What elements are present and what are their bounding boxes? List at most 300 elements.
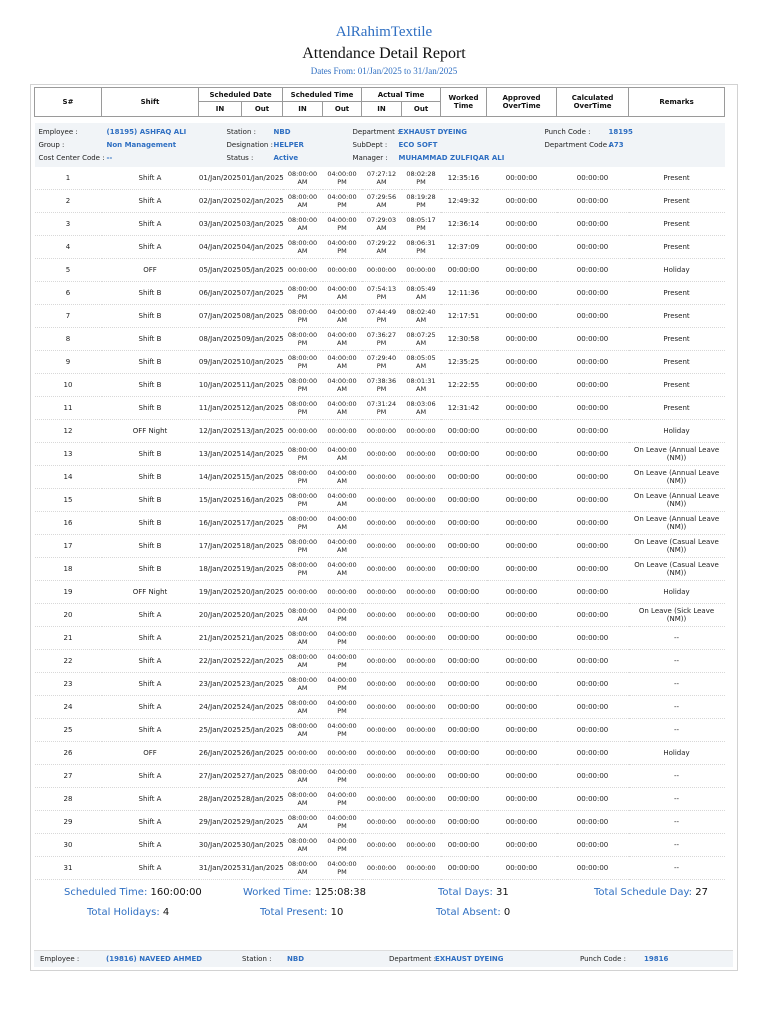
cell-shift: Shift A [102, 811, 199, 834]
table-row [35, 282, 725, 305]
cell-calculated-overtime: 00:00:00 [557, 558, 629, 581]
cell-approved-overtime: 00:00:00 [487, 305, 557, 328]
cell-actual-time-out: 00:00:00 [402, 489, 441, 512]
cell-actual-time-out: 00:00:00 [402, 765, 441, 788]
manager-value: MUHAMMAD ZULFIQAR ALI [398, 154, 505, 162]
cell-worked-time: 12:37:09 [441, 236, 487, 259]
cell-scheduled-date-in: 05/Jan/2025 [199, 259, 242, 282]
cell-scheduled-time-out: 04:00:00 PM [323, 190, 362, 213]
punch-code2-label: Punch Code : [580, 955, 626, 963]
table-row [35, 489, 725, 512]
cell-sno: 25 [35, 719, 102, 742]
cell-calculated-overtime: 00:00:00 [557, 489, 629, 512]
cell-actual-time-out: 00:00:00 [402, 512, 441, 535]
cell-actual-time-in: 00:00:00 [362, 535, 402, 558]
cell-scheduled-date-in: 25/Jan/2025 [199, 719, 242, 742]
punch-code2-value: 19816 [644, 955, 669, 963]
cell-actual-time-out: 00:00:00 [402, 834, 441, 857]
cell-shift: Shift A [102, 236, 199, 259]
cell-scheduled-date-in: 14/Jan/2025 [199, 466, 242, 489]
department-label: Department : [352, 128, 400, 136]
cell-scheduled-time-out: 04:00:00 PM [323, 834, 362, 857]
cell-remarks: -- [629, 765, 725, 788]
cell-scheduled-time-out: 04:00:00 AM [323, 374, 362, 397]
cell-remarks: -- [629, 650, 725, 673]
cell-sno: 5 [35, 259, 102, 282]
cell-calculated-overtime: 00:00:00 [557, 535, 629, 558]
table-row [35, 627, 725, 650]
cell-scheduled-date-out: 24/Jan/2025 [242, 696, 283, 719]
cell-scheduled-date-out: 02/Jan/2025 [242, 190, 283, 213]
cell-sno: 8 [35, 328, 102, 351]
cell-scheduled-time-in: 08:00:00 AM [283, 650, 323, 673]
cell-approved-overtime: 00:00:00 [487, 581, 557, 604]
header-scheduled-date: Scheduled Date [199, 88, 283, 102]
cell-approved-overtime: 00:00:00 [487, 788, 557, 811]
cell-calculated-overtime: 00:00:00 [557, 328, 629, 351]
cell-actual-time-in: 00:00:00 [362, 489, 402, 512]
cell-worked-time: 00:00:00 [441, 604, 487, 627]
cell-scheduled-date-in: 21/Jan/2025 [199, 627, 242, 650]
designation-label: Designation : [226, 141, 273, 149]
summary-panel [30, 884, 736, 924]
cell-scheduled-time-out: 04:00:00 PM [323, 604, 362, 627]
cell-scheduled-date-out: 01/Jan/2025 [242, 167, 283, 190]
cell-scheduled-date-out: 28/Jan/2025 [242, 788, 283, 811]
cell-approved-overtime: 00:00:00 [487, 282, 557, 305]
cell-scheduled-time-in: 08:00:00 AM [283, 765, 323, 788]
next-employee-panel [34, 950, 733, 967]
cell-scheduled-date-in: 11/Jan/2025 [199, 397, 242, 420]
cell-scheduled-time-in: 08:00:00 PM [283, 328, 323, 351]
cell-scheduled-date-out: 23/Jan/2025 [242, 673, 283, 696]
table-row [35, 535, 725, 558]
cell-scheduled-date-out: 21/Jan/2025 [242, 627, 283, 650]
cell-scheduled-date-in: 22/Jan/2025 [199, 650, 242, 673]
cell-actual-time-in: 00:00:00 [362, 788, 402, 811]
cell-scheduled-time-out: 04:00:00 AM [323, 282, 362, 305]
cell-shift: Shift B [102, 374, 199, 397]
attendance-table [34, 87, 725, 880]
cell-remarks: Present [629, 328, 725, 351]
station-label: Station : [226, 128, 256, 136]
cell-scheduled-time-in: 08:00:00 PM [283, 282, 323, 305]
cell-shift: Shift B [102, 466, 199, 489]
cell-scheduled-time-out: 04:00:00 PM [323, 788, 362, 811]
cell-scheduled-time-in: 08:00:00 AM [283, 167, 323, 190]
summary-total-schedule-day: Total Schedule Day: 27 [594, 887, 708, 898]
cell-scheduled-date-out: 12/Jan/2025 [242, 397, 283, 420]
cell-shift: OFF [102, 742, 199, 765]
cell-scheduled-time-in: 08:00:00 AM [283, 719, 323, 742]
cell-actual-time-out: 00:00:00 [402, 443, 441, 466]
cell-approved-overtime: 00:00:00 [487, 696, 557, 719]
cell-shift: Shift A [102, 696, 199, 719]
cell-scheduled-date-in: 24/Jan/2025 [199, 696, 242, 719]
cell-worked-time: 00:00:00 [441, 259, 487, 282]
cell-actual-time-in: 00:00:00 [362, 765, 402, 788]
cell-remarks: On Leave (Casual Leave (NM)) [629, 535, 725, 558]
department-code-label: Department Code : [544, 141, 612, 149]
cell-scheduled-time-out: 04:00:00 AM [323, 558, 362, 581]
cell-sno: 2 [35, 190, 102, 213]
cell-scheduled-date-in: 29/Jan/2025 [199, 811, 242, 834]
cell-actual-time-in: 00:00:00 [362, 558, 402, 581]
cell-shift: Shift B [102, 489, 199, 512]
cell-sno: 6 [35, 282, 102, 305]
cell-approved-overtime: 00:00:00 [487, 351, 557, 374]
cell-scheduled-time-out: 04:00:00 AM [323, 443, 362, 466]
table-row [35, 788, 725, 811]
cell-shift: Shift B [102, 443, 199, 466]
cell-shift: Shift A [102, 190, 199, 213]
cell-calculated-overtime: 00:00:00 [557, 834, 629, 857]
table-row [35, 558, 725, 581]
cell-scheduled-date-out: 13/Jan/2025 [242, 420, 283, 443]
employee-info-panel [35, 123, 725, 167]
cell-actual-time-in: 07:27:12 AM [362, 167, 402, 190]
company-name: AlRahimTextile [335, 24, 433, 40]
cell-calculated-overtime: 00:00:00 [557, 397, 629, 420]
table-row [35, 604, 725, 627]
cell-worked-time: 00:00:00 [441, 535, 487, 558]
cell-calculated-overtime: 00:00:00 [557, 696, 629, 719]
cell-scheduled-time-out: 04:00:00 PM [323, 811, 362, 834]
header-worked-time: Worked Time [441, 88, 487, 117]
cell-scheduled-date-in: 07/Jan/2025 [199, 305, 242, 328]
cell-scheduled-date-in: 27/Jan/2025 [199, 765, 242, 788]
cell-actual-time-in: 00:00:00 [362, 673, 402, 696]
cell-approved-overtime: 00:00:00 [487, 650, 557, 673]
cell-calculated-overtime: 00:00:00 [557, 374, 629, 397]
cell-remarks: -- [629, 627, 725, 650]
cell-scheduled-date-out: 14/Jan/2025 [242, 443, 283, 466]
cell-worked-time: 12:35:25 [441, 351, 487, 374]
header-actual-time-out: Out [402, 102, 441, 117]
cell-scheduled-date-in: 20/Jan/2025 [199, 604, 242, 627]
cell-sno: 3 [35, 213, 102, 236]
cell-scheduled-time-in: 08:00:00 AM [283, 213, 323, 236]
cell-worked-time: 00:00:00 [441, 558, 487, 581]
cell-scheduled-time-in: 08:00:00 PM [283, 397, 323, 420]
cell-remarks: Holiday [629, 742, 725, 765]
cell-scheduled-time-out: 04:00:00 PM [323, 627, 362, 650]
cell-worked-time: 12:17:51 [441, 305, 487, 328]
cell-scheduled-date-in: 30/Jan/2025 [199, 834, 242, 857]
department2-value: EXHAUST DYEING [435, 955, 504, 963]
cell-actual-time-out: 08:07:25 AM [402, 328, 441, 351]
group-value: Non Management [106, 141, 177, 149]
cell-calculated-overtime: 00:00:00 [557, 236, 629, 259]
cell-scheduled-date-out: 30/Jan/2025 [242, 834, 283, 857]
cell-remarks: On Leave (Annual Leave (NM)) [629, 466, 725, 489]
cell-actual-time-in: 07:29:22 AM [362, 236, 402, 259]
cell-worked-time: 00:00:00 [441, 512, 487, 535]
cell-remarks: Present [629, 167, 725, 190]
designation-value: HELPER [273, 141, 304, 149]
cell-calculated-overtime: 00:00:00 [557, 420, 629, 443]
cell-sno: 31 [35, 857, 102, 880]
cell-shift: OFF Night [102, 581, 199, 604]
table-row [35, 466, 725, 489]
cell-remarks: -- [629, 696, 725, 719]
cell-approved-overtime: 00:00:00 [487, 443, 557, 466]
cell-worked-time: 00:00:00 [441, 466, 487, 489]
cell-worked-time: 00:00:00 [441, 719, 487, 742]
cell-remarks: On Leave (Annual Leave (NM)) [629, 443, 725, 466]
cell-actual-time-in: 00:00:00 [362, 443, 402, 466]
cell-scheduled-time-out: 00:00:00 [323, 420, 362, 443]
cell-scheduled-time-in: 08:00:00 PM [283, 489, 323, 512]
cell-actual-time-out: 08:05:17 PM [402, 213, 441, 236]
cell-scheduled-time-out: 04:00:00 PM [323, 857, 362, 880]
cell-actual-time-out: 08:02:40 AM [402, 305, 441, 328]
cell-scheduled-date-out: 25/Jan/2025 [242, 719, 283, 742]
table-row [35, 213, 725, 236]
cell-shift: OFF Night [102, 420, 199, 443]
cell-actual-time-in: 00:00:00 [362, 650, 402, 673]
cell-worked-time: 12:11:36 [441, 282, 487, 305]
cell-remarks: -- [629, 857, 725, 880]
cell-approved-overtime: 00:00:00 [487, 466, 557, 489]
cell-scheduled-time-in: 08:00:00 PM [283, 374, 323, 397]
cell-sno: 26 [35, 742, 102, 765]
cell-worked-time: 12:35:16 [441, 167, 487, 190]
cell-scheduled-date-out: 04/Jan/2025 [242, 236, 283, 259]
cell-actual-time-in: 00:00:00 [362, 512, 402, 535]
cell-scheduled-time-out: 04:00:00 AM [323, 512, 362, 535]
cell-sno: 13 [35, 443, 102, 466]
cell-approved-overtime: 00:00:00 [487, 397, 557, 420]
cell-scheduled-time-out: 00:00:00 [323, 259, 362, 282]
header-scheduled-date-out: Out [242, 102, 283, 117]
cell-shift: Shift B [102, 558, 199, 581]
cell-scheduled-time-in: 08:00:00 PM [283, 466, 323, 489]
table-row [35, 811, 725, 834]
cell-scheduled-date-out: 26/Jan/2025 [242, 742, 283, 765]
cell-calculated-overtime: 00:00:00 [557, 305, 629, 328]
cell-shift: Shift A [102, 167, 199, 190]
cell-actual-time-out: 00:00:00 [402, 811, 441, 834]
cell-shift: OFF [102, 259, 199, 282]
summary-worked-time: Worked Time: 125:08:38 [243, 887, 366, 898]
cell-remarks: -- [629, 788, 725, 811]
cell-worked-time: 00:00:00 [441, 489, 487, 512]
cell-remarks: Present [629, 397, 725, 420]
cell-actual-time-in: 00:00:00 [362, 604, 402, 627]
cell-scheduled-date-in: 06/Jan/2025 [199, 282, 242, 305]
cell-shift: Shift B [102, 512, 199, 535]
cell-approved-overtime: 00:00:00 [487, 374, 557, 397]
status-value: Active [273, 154, 299, 162]
cell-sno: 18 [35, 558, 102, 581]
cell-shift: Shift B [102, 397, 199, 420]
station2-value: NBD [287, 955, 305, 963]
cell-scheduled-date-out: 22/Jan/2025 [242, 650, 283, 673]
cell-shift: Shift B [102, 282, 199, 305]
cell-scheduled-date-in: 09/Jan/2025 [199, 351, 242, 374]
cell-remarks: Present [629, 305, 725, 328]
cell-scheduled-time-in: 08:00:00 AM [283, 696, 323, 719]
cell-scheduled-date-out: 05/Jan/2025 [242, 259, 283, 282]
cell-scheduled-date-out: 03/Jan/2025 [242, 213, 283, 236]
cell-remarks: On Leave (Casual Leave (NM)) [629, 558, 725, 581]
cell-scheduled-time-out: 00:00:00 [323, 742, 362, 765]
header-scheduled-time: Scheduled Time [283, 88, 362, 102]
cell-remarks: Present [629, 236, 725, 259]
cell-scheduled-date-in: 10/Jan/2025 [199, 374, 242, 397]
cell-shift: Shift A [102, 673, 199, 696]
cell-approved-overtime: 00:00:00 [487, 213, 557, 236]
cell-actual-time-in: 00:00:00 [362, 719, 402, 742]
cell-scheduled-time-in: 08:00:00 AM [283, 811, 323, 834]
employee2-label: Employee : [40, 955, 80, 963]
cell-scheduled-date-in: 01/Jan/2025 [199, 167, 242, 190]
cell-shift: Shift A [102, 788, 199, 811]
cell-sno: 11 [35, 397, 102, 420]
department2-label: Department : [389, 955, 436, 963]
cell-actual-time-in: 00:00:00 [362, 857, 402, 880]
cell-scheduled-time-out: 04:00:00 PM [323, 673, 362, 696]
cell-sno: 1 [35, 167, 102, 190]
cell-sno: 28 [35, 788, 102, 811]
cell-scheduled-date-out: 17/Jan/2025 [242, 512, 283, 535]
cell-sno: 20 [35, 604, 102, 627]
cell-calculated-overtime: 00:00:00 [557, 351, 629, 374]
table-row [35, 696, 725, 719]
table-row [35, 443, 725, 466]
cell-worked-time: 12:30:58 [441, 328, 487, 351]
cell-approved-overtime: 00:00:00 [487, 673, 557, 696]
cell-scheduled-time-out: 04:00:00 PM [323, 236, 362, 259]
table-row [35, 857, 725, 880]
cell-shift: Shift A [102, 834, 199, 857]
cell-calculated-overtime: 00:00:00 [557, 857, 629, 880]
cell-scheduled-time-in: 00:00:00 [283, 420, 323, 443]
department-code-value: A73 [608, 141, 624, 149]
cell-worked-time: 00:00:00 [441, 696, 487, 719]
cell-actual-time-in: 00:00:00 [362, 420, 402, 443]
cell-worked-time: 12:31:42 [441, 397, 487, 420]
header-actual-time: Actual Time [362, 88, 441, 102]
cell-approved-overtime: 00:00:00 [487, 535, 557, 558]
cell-scheduled-date-in: 18/Jan/2025 [199, 558, 242, 581]
cell-scheduled-time-in: 08:00:00 AM [283, 190, 323, 213]
cell-actual-time-out: 08:19:28 PM [402, 190, 441, 213]
cell-scheduled-time-out: 04:00:00 AM [323, 489, 362, 512]
cell-scheduled-date-out: 29/Jan/2025 [242, 811, 283, 834]
cell-worked-time: 00:00:00 [441, 765, 487, 788]
cell-shift: Shift A [102, 213, 199, 236]
cell-calculated-overtime: 00:00:00 [557, 167, 629, 190]
cell-scheduled-time-in: 08:00:00 AM [283, 627, 323, 650]
cell-actual-time-out: 00:00:00 [402, 558, 441, 581]
cell-scheduled-time-in: 08:00:00 PM [283, 443, 323, 466]
summary-scheduled-time: Scheduled Time: 160:00:00 [64, 887, 202, 898]
cell-scheduled-date-in: 31/Jan/2025 [199, 857, 242, 880]
cell-scheduled-time-out: 04:00:00 PM [323, 650, 362, 673]
table-row [35, 742, 725, 765]
cell-scheduled-date-in: 08/Jan/2025 [199, 328, 242, 351]
cell-remarks: On Leave (Annual Leave (NM)) [629, 512, 725, 535]
cell-actual-time-out: 00:00:00 [402, 696, 441, 719]
cell-actual-time-out: 08:06:31 PM [402, 236, 441, 259]
cell-scheduled-date-in: 16/Jan/2025 [199, 512, 242, 535]
cell-worked-time: 00:00:00 [441, 742, 487, 765]
cell-remarks: On Leave (Sick Leave (NM)) [629, 604, 725, 627]
cell-actual-time-in: 00:00:00 [362, 742, 402, 765]
cell-calculated-overtime: 00:00:00 [557, 742, 629, 765]
cell-sno: 23 [35, 673, 102, 696]
cell-worked-time: 00:00:00 [441, 420, 487, 443]
cell-approved-overtime: 00:00:00 [487, 236, 557, 259]
cell-worked-time: 00:00:00 [441, 650, 487, 673]
cell-worked-time: 12:49:32 [441, 190, 487, 213]
cell-actual-time-out: 08:01:31 AM [402, 374, 441, 397]
cell-calculated-overtime: 00:00:00 [557, 581, 629, 604]
cell-worked-time: 00:00:00 [441, 811, 487, 834]
table-row [35, 305, 725, 328]
cell-scheduled-date-in: 15/Jan/2025 [199, 489, 242, 512]
subdept-value: ECO SOFT [398, 141, 438, 149]
group-label: Group : [38, 141, 65, 149]
cell-sno: 4 [35, 236, 102, 259]
cell-actual-time-out: 08:03:06 AM [402, 397, 441, 420]
cell-scheduled-date-in: 02/Jan/2025 [199, 190, 242, 213]
cell-scheduled-time-in: 08:00:00 PM [283, 512, 323, 535]
cell-remarks: Holiday [629, 259, 725, 282]
cell-scheduled-date-out: 11/Jan/2025 [242, 374, 283, 397]
cell-scheduled-time-in: 08:00:00 AM [283, 604, 323, 627]
status-label: Status : [226, 154, 254, 162]
cell-remarks: On Leave (Annual Leave (NM)) [629, 489, 725, 512]
cell-approved-overtime: 00:00:00 [487, 857, 557, 880]
table-row [35, 328, 725, 351]
cell-worked-time: 00:00:00 [441, 834, 487, 857]
cell-sno: 14 [35, 466, 102, 489]
cell-scheduled-date-in: 23/Jan/2025 [199, 673, 242, 696]
cell-scheduled-time-out: 04:00:00 PM [323, 167, 362, 190]
cost-center-value: -- [106, 154, 113, 162]
cost-center-label: Cost Center Code : [38, 154, 105, 162]
subdept-label: SubDept : [352, 141, 388, 149]
cell-scheduled-time-out: 04:00:00 AM [323, 328, 362, 351]
cell-scheduled-time-in: 08:00:00 AM [283, 857, 323, 880]
cell-scheduled-date-in: 13/Jan/2025 [199, 443, 242, 466]
punch-code-label: Punch Code : [544, 128, 591, 136]
cell-sno: 9 [35, 351, 102, 374]
cell-scheduled-date-out: 15/Jan/2025 [242, 466, 283, 489]
cell-actual-time-in: 07:29:03 AM [362, 213, 402, 236]
table-row [35, 834, 725, 857]
cell-sno: 19 [35, 581, 102, 604]
cell-scheduled-date-out: 19/Jan/2025 [242, 558, 283, 581]
cell-scheduled-date-out: 09/Jan/2025 [242, 328, 283, 351]
cell-shift: Shift A [102, 765, 199, 788]
cell-scheduled-time-out: 04:00:00 AM [323, 466, 362, 489]
cell-actual-time-out: 00:00:00 [402, 420, 441, 443]
cell-scheduled-date-out: 18/Jan/2025 [242, 535, 283, 558]
cell-calculated-overtime: 00:00:00 [557, 213, 629, 236]
cell-actual-time-in: 07:44:49 PM [362, 305, 402, 328]
header-shift: Shift [102, 88, 199, 117]
cell-actual-time-in: 00:00:00 [362, 466, 402, 489]
cell-actual-time-in: 07:54:13 PM [362, 282, 402, 305]
cell-approved-overtime: 00:00:00 [487, 834, 557, 857]
cell-scheduled-date-out: 16/Jan/2025 [242, 489, 283, 512]
cell-approved-overtime: 00:00:00 [487, 627, 557, 650]
cell-calculated-overtime: 00:00:00 [557, 282, 629, 305]
